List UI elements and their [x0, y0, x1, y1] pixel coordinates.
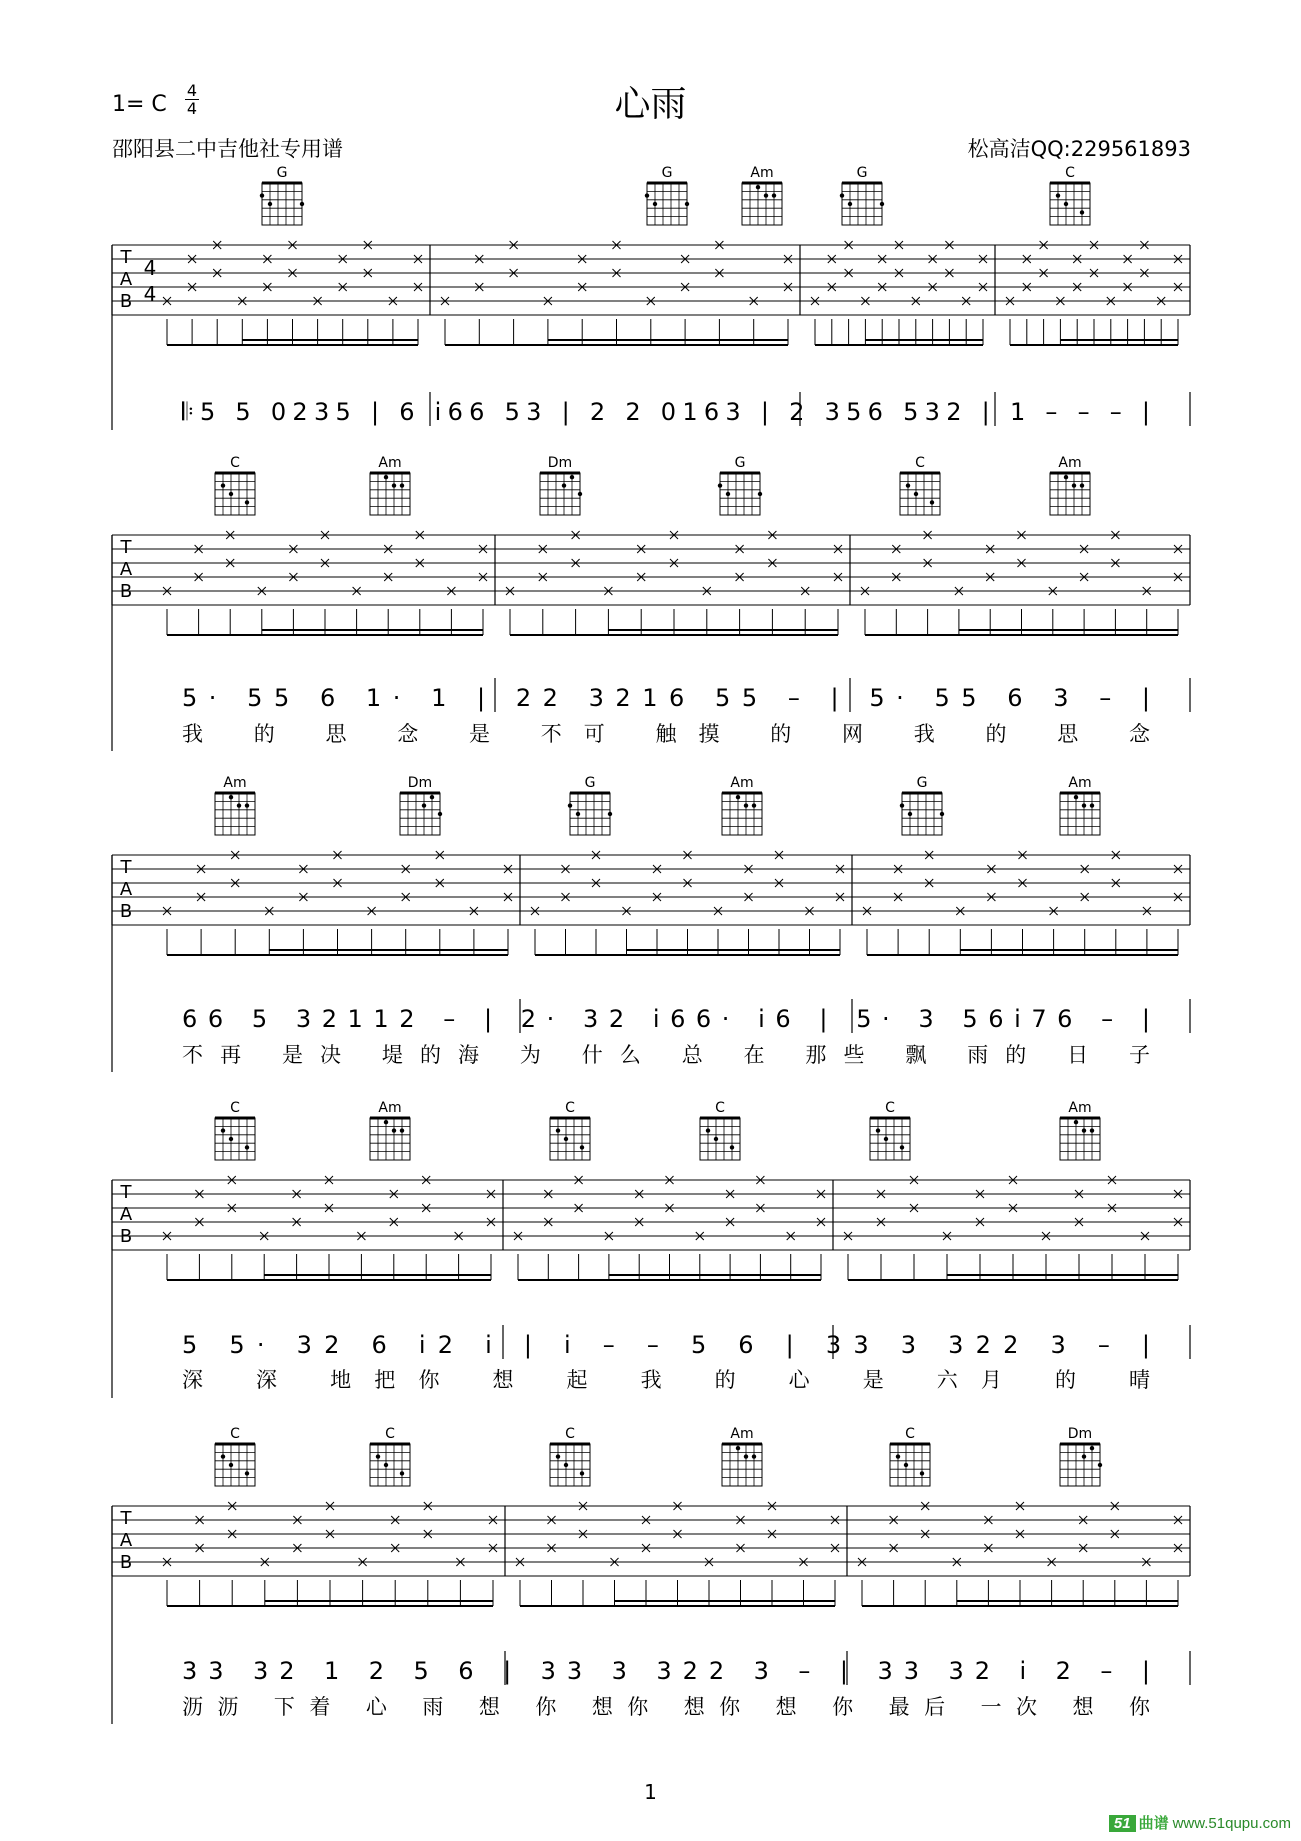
- watermark: [1109, 1812, 1291, 1833]
- chord-diagram: [215, 455, 255, 515]
- chord-diagram: [1050, 165, 1090, 225]
- chord-name: Am: [1058, 455, 1082, 471]
- chord-finger-dot: [608, 812, 612, 816]
- chord-name: C: [1065, 165, 1075, 181]
- chord-finger-dot: [1072, 483, 1076, 487]
- chord-diagram: [215, 1100, 255, 1160]
- chord-diagram: [1060, 1426, 1102, 1486]
- chord-diagram: [890, 1426, 930, 1486]
- chord-finger-dot: [714, 1137, 718, 1141]
- score-title: 心雨: [614, 84, 687, 125]
- chord-name: Am: [1068, 1100, 1092, 1116]
- chord-grid: [722, 793, 762, 835]
- chord-grid: [215, 793, 255, 835]
- chord-grid: [215, 1118, 255, 1160]
- chord-finger-dot: [229, 1137, 233, 1141]
- chord-diagram: [1060, 1100, 1100, 1160]
- chord-finger-dot: [1082, 1128, 1086, 1132]
- chord-finger-dot: [556, 1128, 560, 1132]
- chord-finger-dot: [564, 1137, 568, 1141]
- chord-finger-dot: [392, 1128, 396, 1132]
- chord-name: G: [661, 165, 673, 181]
- chord-finger-dot: [221, 1454, 225, 1458]
- lyrics-line: 沥沥 下着 心 雨 想 你 想你 想你 想 你 最后 一次 想 你: [182, 1695, 1150, 1719]
- chord-finger-dot: [1090, 1128, 1094, 1132]
- chord-name: C: [885, 1100, 895, 1116]
- chord-finger-dot: [384, 1120, 388, 1124]
- lyrics-line: 我 的 思 念 是 不可 触摸 的 网 我 的 思 念: [182, 722, 1150, 746]
- tab-clef: T: [120, 537, 132, 558]
- chord-finger-dot: [260, 193, 264, 197]
- chord-grid: [400, 793, 440, 835]
- chord-name: G: [916, 775, 928, 791]
- chord-finger-dot: [221, 483, 225, 487]
- tab-staff: [112, 241, 1190, 345]
- chord-name: Am: [730, 1426, 754, 1442]
- tab-staff: [112, 531, 1190, 635]
- chord-diagram: [370, 455, 410, 515]
- chord-finger-dot: [384, 1463, 388, 1467]
- chord-finger-dot: [758, 492, 762, 496]
- chord-finger-dot: [756, 185, 760, 189]
- author-credit: 松高洁QQ:229561893: [967, 137, 1191, 161]
- tab-clef: B: [119, 1226, 133, 1247]
- notation-line: 66 5 32112 – | 2· 32 i66· i6 | 5· 3 56i76 – |: [182, 1005, 1150, 1033]
- chord-finger-dot: [900, 1145, 904, 1149]
- chord-finger-dot: [384, 475, 388, 479]
- chord-grid: [870, 1118, 910, 1160]
- chord-finger-dot: [376, 1454, 380, 1458]
- chord-diagram: [550, 1426, 590, 1486]
- chord-diagram: [840, 165, 884, 225]
- chord-finger-dot: [880, 202, 884, 206]
- chord-grid: [215, 473, 255, 515]
- chord-grid: [370, 1444, 410, 1486]
- chord-name: G: [584, 775, 596, 791]
- tab-clef: T: [120, 1508, 132, 1529]
- tab-clef: B: [119, 291, 133, 312]
- chord-diagram: [550, 1100, 590, 1160]
- notation-line: 5 5· 32 6 i2 i | i – – 5 6 | 33 3 322 3 – |: [182, 1331, 1151, 1359]
- chord-grid: [370, 473, 410, 515]
- chord-diagram: [215, 775, 255, 835]
- chord-grid: [370, 1118, 410, 1160]
- chord-diagram: [645, 165, 689, 225]
- chord-finger-dot: [1082, 1454, 1086, 1458]
- chord-finger-dot: [578, 492, 582, 496]
- chord-finger-dot: [645, 193, 649, 197]
- chord-name: C: [905, 1426, 915, 1442]
- chord-name: Dm: [547, 455, 573, 471]
- chord-diagram: [370, 1100, 410, 1160]
- chord-finger-dot: [876, 1128, 880, 1132]
- chord-diagram: [540, 455, 582, 515]
- chord-diagram: [370, 1426, 410, 1486]
- chord-finger-dot: [904, 1463, 908, 1467]
- chord-finger-dot: [221, 1128, 225, 1132]
- chord-grid: [700, 1118, 740, 1160]
- chord-name: Am: [223, 775, 247, 791]
- chord-grid: [1050, 183, 1090, 225]
- chord-name: C: [230, 1100, 240, 1116]
- chord-finger-dot: [752, 803, 756, 807]
- chord-diagram: [900, 775, 944, 835]
- chord-diagram: [1060, 775, 1100, 835]
- chord-finger-dot: [752, 1454, 756, 1458]
- chord-finger-dot: [568, 803, 572, 807]
- chord-name: C: [565, 1426, 575, 1442]
- chord-diagram: [260, 165, 304, 225]
- chord-finger-dot: [718, 483, 722, 487]
- tab-clef: A: [119, 1204, 133, 1225]
- chord-finger-dot: [1090, 1446, 1094, 1450]
- tab-clef: A: [119, 269, 133, 290]
- chord-finger-dot: [736, 795, 740, 799]
- chord-finger-dot: [906, 483, 910, 487]
- tab-clef: B: [119, 581, 133, 602]
- chord-finger-dot: [392, 483, 396, 487]
- chord-finger-dot: [1080, 483, 1084, 487]
- chord-finger-dot: [245, 1145, 249, 1149]
- tab-clef: A: [119, 1530, 133, 1551]
- chord-diagram: [700, 1100, 740, 1160]
- chord-diagram: [870, 1100, 910, 1160]
- chord-diagram: [215, 1426, 255, 1486]
- chord-diagram: [568, 775, 612, 835]
- tab-time-signature: 4: [143, 282, 157, 306]
- chord-finger-dot: [1064, 202, 1068, 206]
- chord-finger-dot: [1090, 803, 1094, 807]
- chord-name: G: [276, 165, 288, 181]
- chord-finger-dot: [400, 1128, 404, 1132]
- chord-grid: [1060, 1444, 1100, 1486]
- chord-name: Dm: [1067, 1426, 1093, 1442]
- chord-finger-dot: [1074, 795, 1078, 799]
- chord-finger-dot: [930, 500, 934, 504]
- chord-finger-dot: [229, 1463, 233, 1467]
- chord-diagram: [722, 775, 762, 835]
- chord-finger-dot: [900, 803, 904, 807]
- chord-finger-dot: [562, 483, 566, 487]
- chord-name: C: [230, 455, 240, 471]
- chord-finger-dot: [744, 803, 748, 807]
- chord-finger-dot: [580, 1145, 584, 1149]
- chord-finger-dot: [764, 193, 768, 197]
- tab-clef: T: [120, 247, 132, 268]
- watermark-brand: 曲谱: [1138, 1815, 1169, 1832]
- chord-grid: [1060, 1118, 1100, 1160]
- chord-finger-dot: [726, 492, 730, 496]
- chord-finger-dot: [1056, 193, 1060, 197]
- chord-grid: [550, 1118, 590, 1160]
- chord-finger-dot: [736, 1446, 740, 1450]
- chord-finger-dot: [245, 1471, 249, 1475]
- chord-finger-dot: [1074, 1120, 1078, 1124]
- chord-grid: [215, 1444, 255, 1486]
- notation-line: 𝄆5 5 0235 | 6 i66 53 | 2 2 0163 | 2 356 532 | 1 – – – |: [182, 398, 1150, 426]
- lyrics-line: 深 深 地把你 想 起 我 的 心 是 六月 的 晴: [182, 1368, 1150, 1392]
- chord-diagram: [718, 455, 762, 515]
- tab-time-signature: 4: [143, 256, 157, 280]
- chord-finger-dot: [245, 500, 249, 504]
- chord-grid: [742, 183, 782, 225]
- chord-finger-dot: [744, 1454, 748, 1458]
- watermark-logo: 51: [1109, 1815, 1136, 1832]
- tab-clef: T: [120, 1182, 132, 1203]
- chord-grid: [1060, 793, 1100, 835]
- chord-finger-dot: [1064, 475, 1068, 479]
- chord-finger-dot: [772, 193, 776, 197]
- chord-name: C: [230, 1426, 240, 1442]
- chord-diagram: [742, 165, 782, 225]
- chord-finger-dot: [229, 795, 233, 799]
- chord-finger-dot: [570, 475, 574, 479]
- key-signature: 1= C: [112, 92, 167, 117]
- chord-name: G: [734, 455, 746, 471]
- chord-grid: [1050, 473, 1090, 515]
- chord-finger-dot: [422, 803, 426, 807]
- chord-finger-dot: [1098, 1463, 1102, 1467]
- watermark-url: www.51qupu.com: [1172, 1815, 1291, 1832]
- chord-finger-dot: [706, 1128, 710, 1132]
- chord-finger-dot: [1080, 210, 1084, 214]
- chord-finger-dot: [580, 1471, 584, 1475]
- tab-clef: A: [119, 879, 133, 900]
- chord-grid: [900, 473, 940, 515]
- tab-clef: B: [119, 1552, 133, 1573]
- chord-name: Am: [378, 1100, 402, 1116]
- tab-staff: [112, 1502, 1190, 1606]
- chord-finger-dot: [245, 803, 249, 807]
- chord-finger-dot: [653, 202, 657, 206]
- chord-finger-dot: [300, 202, 304, 206]
- chord-finger-dot: [400, 483, 404, 487]
- chord-name: C: [565, 1100, 575, 1116]
- chord-diagram: [722, 1426, 762, 1486]
- lyrics-line: 不再 是决 堤的海 为 什么 总 在 那些 飘 雨的 日 子: [182, 1043, 1150, 1067]
- subtitle: 邵阳县二中吉他社专用谱: [112, 137, 343, 161]
- time-signature-top: 4: [186, 81, 198, 100]
- chord-name: C: [385, 1426, 395, 1442]
- chord-name: C: [915, 455, 925, 471]
- chord-finger-dot: [237, 803, 241, 807]
- chord-finger-dot: [685, 202, 689, 206]
- chord-finger-dot: [1082, 803, 1086, 807]
- chord-diagram: [1050, 455, 1090, 515]
- chord-finger-dot: [908, 812, 912, 816]
- notation-line: 33 32 1 2 5 6 | 33 3 322 3 – | 33 32 i 2 – |: [182, 1657, 1150, 1685]
- chord-diagram: [900, 455, 940, 515]
- chord-finger-dot: [576, 812, 580, 816]
- chord-finger-dot: [884, 1137, 888, 1141]
- chord-finger-dot: [438, 812, 442, 816]
- chord-finger-dot: [920, 1471, 924, 1475]
- tab-clef: B: [119, 901, 133, 922]
- chord-finger-dot: [730, 1145, 734, 1149]
- tab-clef: T: [120, 857, 132, 878]
- notation-line: 5· 55 6 1· 1 | 22 3216 55 – | 5· 55 6 3 – |: [182, 684, 1151, 712]
- chord-name: G: [856, 165, 868, 181]
- chord-finger-dot: [268, 202, 272, 206]
- chord-name: Am: [750, 165, 774, 181]
- chord-finger-dot: [848, 202, 852, 206]
- time-signature-bottom: 4: [186, 99, 198, 118]
- chord-diagram: [400, 775, 442, 835]
- chord-finger-dot: [556, 1454, 560, 1458]
- chord-name: Dm: [407, 775, 433, 791]
- tab-staff: [112, 851, 1190, 955]
- chord-grid: [722, 1444, 762, 1486]
- chord-finger-dot: [914, 492, 918, 496]
- chord-name: Am: [730, 775, 754, 791]
- chord-grid: [540, 473, 580, 515]
- chord-name: Am: [378, 455, 402, 471]
- tab-staff: [112, 1176, 1190, 1280]
- chord-grid: [890, 1444, 930, 1486]
- chord-finger-dot: [400, 1471, 404, 1475]
- page-number: 1: [644, 1780, 657, 1804]
- chord-finger-dot: [896, 1454, 900, 1458]
- chord-name: C: [715, 1100, 725, 1116]
- chord-finger-dot: [229, 492, 233, 496]
- chord-finger-dot: [430, 795, 434, 799]
- chord-finger-dot: [564, 1463, 568, 1467]
- tab-clef: A: [119, 559, 133, 580]
- chord-grid: [550, 1444, 590, 1486]
- chord-finger-dot: [840, 193, 844, 197]
- chord-finger-dot: [940, 812, 944, 816]
- chord-name: Am: [1068, 775, 1092, 791]
